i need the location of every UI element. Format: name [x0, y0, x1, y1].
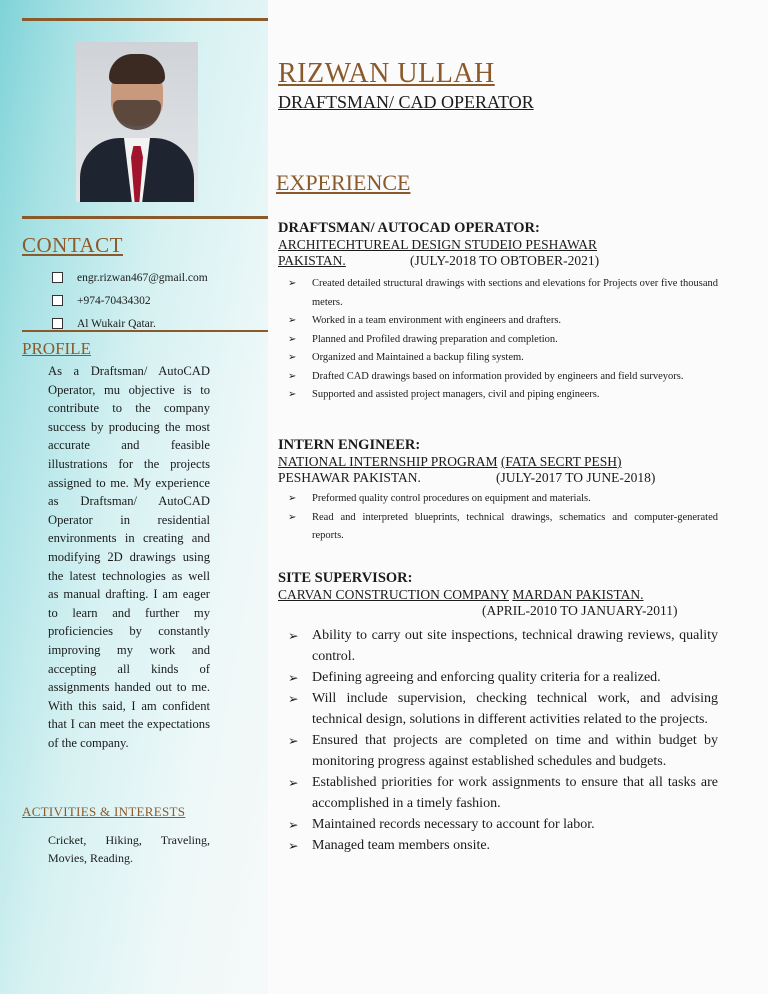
- profile-photo: [76, 42, 198, 202]
- contact-heading: CONTACT: [22, 233, 123, 257]
- list-item: ➢ Managed team members onsite.: [278, 835, 718, 856]
- job-org-location: PESHAWAR PAKISTAN.: [278, 470, 421, 485]
- job-org-name: ARCHITECHTUREAL DESIGN STUDEIO PESHAWAR: [278, 237, 598, 252]
- list-item: ➢ Supported and assisted project managers, civil and piping engineers.: [278, 386, 718, 405]
- job-title: INTERN ENGINEER:: [278, 437, 421, 453]
- contact-email-text: engr.rizwan467@gmail.com: [77, 271, 208, 284]
- job-dates: (JULY-2017 TO JUNE-2018): [496, 470, 656, 485]
- list-item: ➢ Established priorities for work assignments to ensure that all tasks are accomplished in a timely fashion.: [278, 772, 718, 814]
- list-item: ➢ Ability to carry out site inspections, technical drawing reviews, quality control.: [278, 625, 718, 667]
- list-item: ➢ Preformed quality control procedures on equipment and materials.: [278, 490, 718, 509]
- job-org-line2: [278, 253, 718, 269]
- list-item: ➢ Drafted CAD drawings based on information provided by engineers and field surveyors.: [278, 368, 718, 387]
- job-org-location: MARDAN PAKISTAN.: [512, 587, 644, 602]
- contact-address: [52, 312, 208, 335]
- job-org: [278, 237, 718, 253]
- list-item: ➢ Will include supervision, checking technical work, and advising technical design, solutions in different activities related to the projects.: [278, 688, 718, 730]
- list-item: ➢ Read and interpreted blueprints, technical drawings, schematics and computer-generated reports.: [278, 509, 718, 546]
- job-title: SITE SUPERVISOR:: [278, 570, 413, 586]
- job-org-sub: (FATA SECRT PESH): [500, 454, 622, 469]
- candidate-title: DRAFTSMAN/ CAD OPERATOR: [278, 92, 534, 112]
- job-intern: [278, 437, 718, 546]
- experience-heading: EXPERIENCE: [276, 170, 411, 195]
- job-site-supervisor: [278, 570, 718, 856]
- activities-heading: ACTIVITIES & INTERESTS: [22, 804, 186, 819]
- job-org-name: NATIONAL INTERNSHIP PROGRAM: [278, 454, 498, 469]
- job-bullets: [278, 490, 718, 546]
- profile-text: As a Draftsman/ AutoCAD Operator, mu objective is to contribute to the company success by producing the most accurate and feasible illustrations for the projects assigned to me. My experience as Draftsman/ AutoCAD Operator in residential environments in creating and modifying 2D drawings using the latest technologies as well as manual drafting. I am eager to learn and further my proficiencies by constantly improving my work and accepting all kinds of assignments handed out to me. With this said, I am confident that I can meet the expectations of the company.: [48, 364, 210, 750]
- contact-address-text: Al Wukair Qatar.: [77, 317, 156, 330]
- job-dates: (APRIL-2010 TO JANUARY-2011): [482, 603, 678, 618]
- checkbox-bullet-icon: [52, 318, 63, 329]
- candidate-name: RIZWAN ULLAH: [278, 58, 495, 89]
- job-org-line2: [278, 470, 718, 486]
- job-org: [278, 587, 718, 603]
- job-org: [278, 454, 718, 470]
- list-item: ➢ Defining agreeing and enforcing quality criteria for a realized.: [278, 667, 718, 688]
- job-org-line2: [278, 603, 718, 623]
- job-dates: (JULY-2018 TO OBTOBER-2021): [410, 253, 600, 268]
- contact-phone: [52, 289, 208, 312]
- contact-phone-text: +974-70434302: [77, 294, 151, 307]
- contact-divider: [22, 216, 268, 219]
- list-item: ➢ Created detailed structural drawings with sections and elevations for Projects over five thousand meters.: [278, 275, 718, 312]
- list-item: ➢ Organized and Maintained a backup filing system.: [278, 349, 718, 368]
- job-bullets: [278, 275, 718, 405]
- job-bullets: [278, 625, 718, 856]
- checkbox-bullet-icon: [52, 295, 63, 306]
- job-org-name: CARVAN CONSTRUCTION COMPANY: [278, 587, 509, 602]
- job-title: DRAFTSMAN/ AUTOCAD OPERATOR:: [278, 220, 540, 236]
- activities-text: Cricket, Hiking, Traveling, Movies, Reading.: [48, 833, 210, 865]
- contact-list: [52, 266, 208, 335]
- contact-email: [52, 266, 208, 289]
- checkbox-bullet-icon: [52, 272, 63, 283]
- list-item: ➢ Maintained records necessary to account for labor.: [278, 814, 718, 835]
- job-draftsman: [278, 220, 718, 405]
- profile-heading: PROFILE: [22, 339, 91, 358]
- list-item: ➢ Ensured that projects are completed on time and within budget by monitoring progress against established schedules and budgets.: [278, 730, 718, 772]
- list-item: ➢ Planned and Profiled drawing preparation and completion.: [278, 331, 718, 350]
- list-item: ➢ Worked in a team environment with engineers and drafters.: [278, 312, 718, 331]
- top-divider: [22, 18, 268, 21]
- job-org-location: PAKISTAN.: [278, 253, 346, 268]
